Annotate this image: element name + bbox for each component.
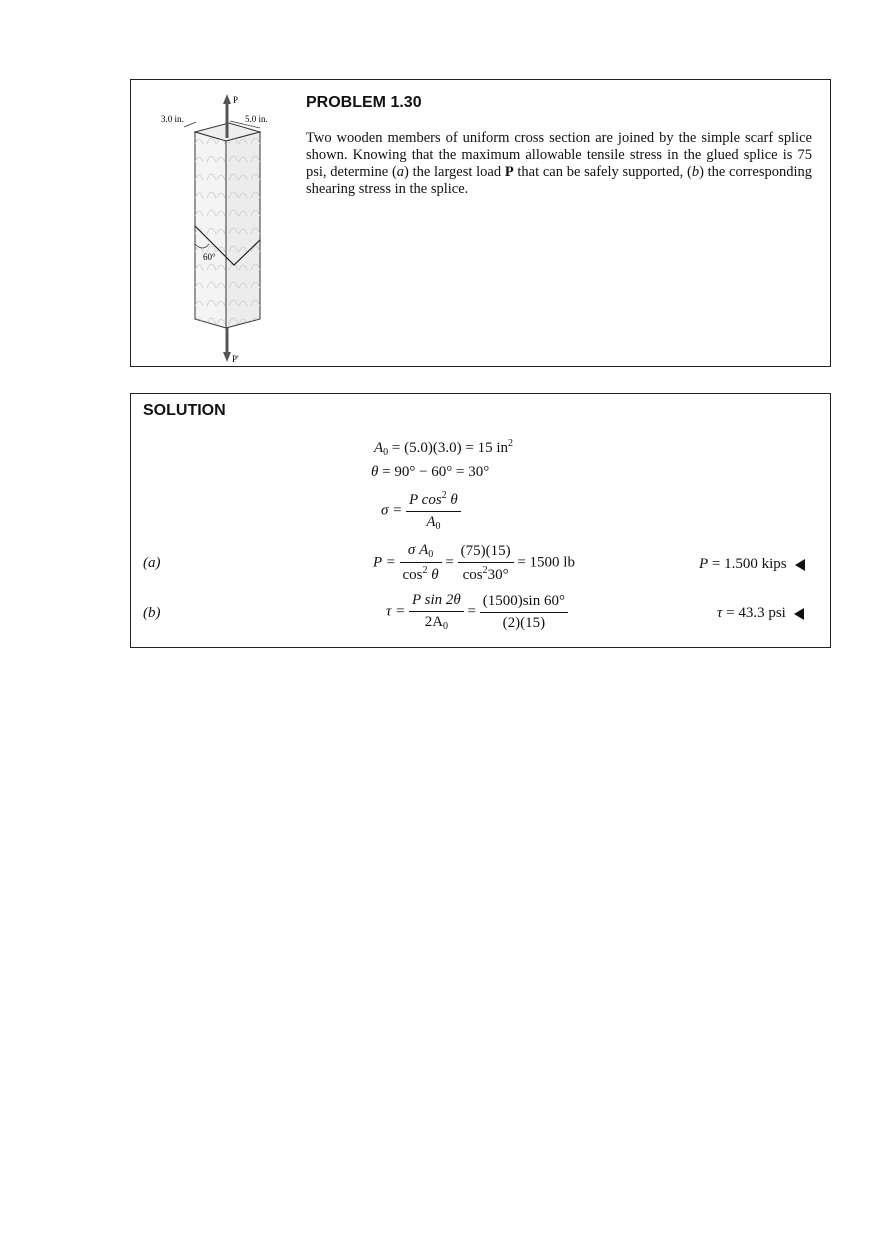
answer-marker-icon bbox=[794, 608, 804, 620]
part-b-answer: τ = 43.3 psi bbox=[717, 605, 804, 622]
solution-title: SOLUTION bbox=[143, 402, 226, 419]
width-dimension-label: 5.0 in. bbox=[245, 114, 268, 124]
depth-dimension-label: 3.0 in. bbox=[161, 114, 184, 124]
part-a-label: (a) bbox=[143, 555, 161, 571]
part-a-equation: P = $\frac{\sigma A_0}{\cos^2 \theta}$ = $\frac{(75)(15)}{\cos^230^\circ}$ = 1500 lb bbox=[373, 542, 575, 583]
angle-label: 60° bbox=[203, 252, 216, 262]
problem-title: PROBLEM 1.30 bbox=[306, 94, 422, 111]
part-b-label: (b) bbox=[143, 605, 161, 621]
scarf-splice-diagram bbox=[139, 92, 299, 364]
area-equation: $A_0 = (5.0)(3.0) = 15$ $in^2$ bbox=[374, 438, 513, 458]
load-label-top: P bbox=[233, 95, 239, 105]
angle-equation: θ = 90° − 60° = 30° bbox=[371, 464, 490, 480]
load-label-bottom: P' bbox=[232, 354, 239, 364]
answer-marker-icon bbox=[795, 559, 805, 571]
stress-equation: σ = $\frac{P \cos^2 \theta}{A_0}$ bbox=[381, 490, 461, 532]
problem-statement: Two wooden members of uniform cross section are joined by the simple scarf splice shown. Knowing that the maximum allowable tensile stress in the glued splice is 75 psi, determine (a) the largest load P that can be safely supported, (b) the corresponding shearing stress in the splice. bbox=[306, 130, 812, 197]
part-a-answer: P = 1.500 kips bbox=[699, 556, 805, 573]
part-b-equation: τ = $\frac{\text{P sin 2θ}}{2A_0}$ = $\frac{(1500)\sin 60^\circ}{(2)(15)}$ bbox=[386, 592, 568, 632]
solution-box bbox=[130, 393, 831, 648]
problem-box bbox=[130, 79, 831, 367]
scarf-splice-figure bbox=[139, 92, 299, 364]
